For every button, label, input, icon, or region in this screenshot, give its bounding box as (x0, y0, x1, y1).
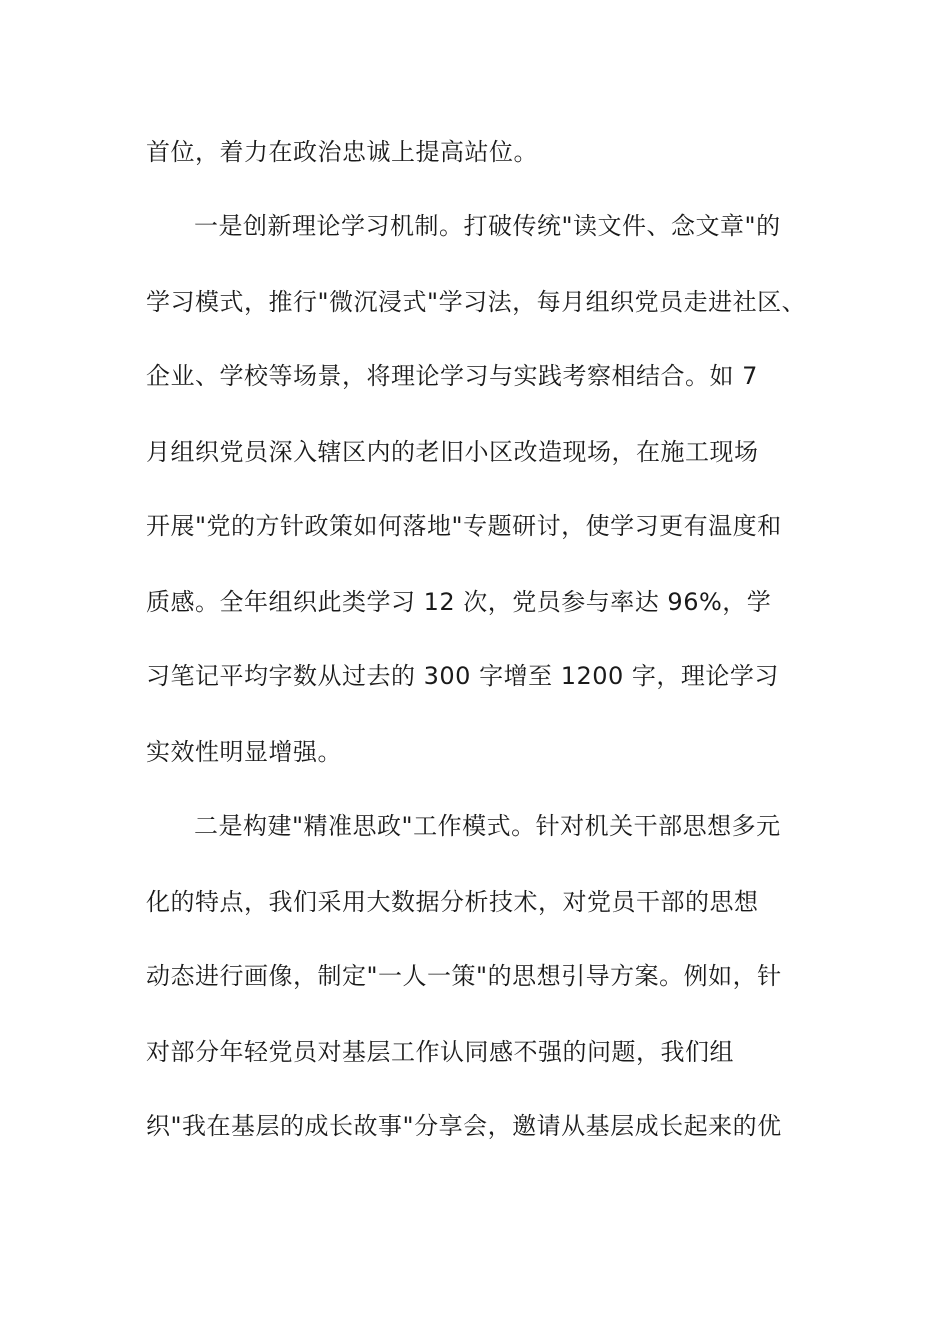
text-line: 企业、学校等场景，将理论学习与实践考察相结合。如 7 (146, 362, 758, 390)
text-line: 实效性明显增强。 (146, 738, 342, 766)
text-line: 织"我在基层的成长故事"分享会，邀请从基层成长起来的优 (146, 1112, 782, 1140)
text-line: 动态进行画像，制定"一人一策"的思想引导方案。例如，针 (146, 962, 782, 990)
text-line: 开展"党的方针政策如何落地"专题研讨，使学习更有温度和 (146, 512, 782, 540)
text-line: 月组织党员深入辖区内的老旧小区改造现场，在施工现场 (146, 438, 759, 466)
text-line: 化的特点，我们采用大数据分析技术，对党员干部的思想 (146, 888, 759, 916)
text-line: 习笔记平均字数从过去的 300 字增至 1200 字，理论学习 (146, 662, 779, 690)
text-line: 学习模式，推行"微沉浸式"学习法，每月组织党员走进社区、 (146, 288, 807, 316)
paragraph-first-line: 二是构建"精准思政"工作模式。针对机关干部思想多元 (194, 812, 781, 840)
text-line: 对部分年轻党员对基层工作认同感不强的问题，我们组 (146, 1038, 734, 1066)
text-line: 质感。全年组织此类学习 12 次，党员参与率达 96%，学 (146, 588, 772, 616)
text-line: 首位，着力在政治忠诚上提高站位。 (146, 138, 538, 166)
paragraph-first-line: 一是创新理论学习机制。打破传统"读文件、念文章"的 (194, 212, 781, 240)
